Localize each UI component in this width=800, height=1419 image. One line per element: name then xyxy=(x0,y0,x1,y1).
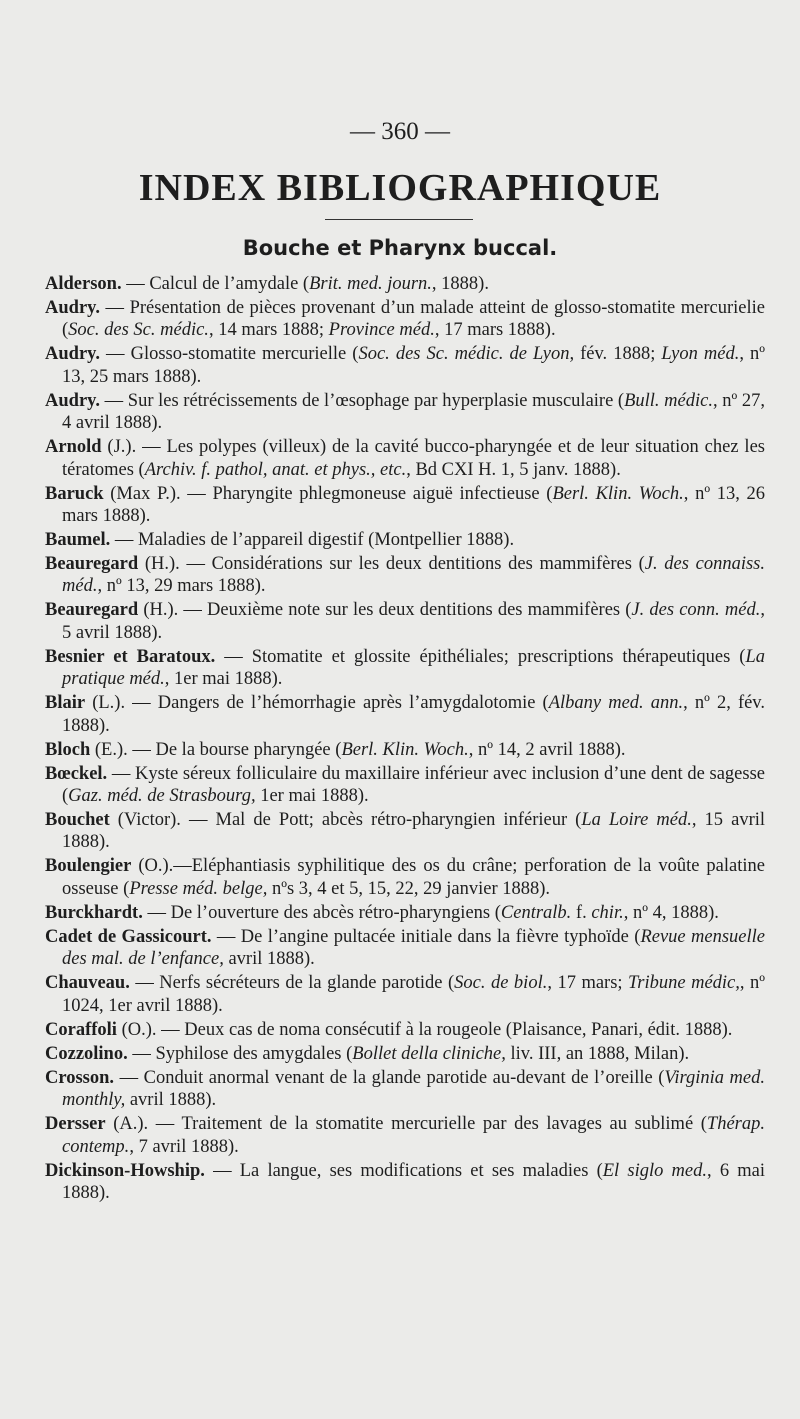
entry-journal-ref: Bollet della cliniche, xyxy=(352,1043,506,1064)
entry-text: — Kyste séreux folliculaire du maxillaire inférieur avec inclusion d’une dent de sagesse ( xyxy=(62,763,765,807)
entry-text: (J.). — Les polypes (villeux) de la cavité bucco-pharyngée et de leur situation chez les tératomes ( xyxy=(62,437,765,480)
bibliography-entry xyxy=(45,343,765,388)
entry-text: , 1888). xyxy=(431,274,489,294)
entry-text: , nº 13, 26 mars 1888). xyxy=(62,483,765,527)
entry-text: , Bd CXI H. 1, 5 janv. 1888). xyxy=(406,459,621,480)
entry-author: Dickinson-Howship. xyxy=(45,1160,205,1181)
bibliography-entry xyxy=(45,926,765,971)
bibliography-entry xyxy=(45,855,765,900)
entry-author: Cozzolino. xyxy=(45,1043,128,1064)
entry-text: , nº 4, 1888). xyxy=(623,902,719,923)
entry-text: — Glosso-stomatite mercurielle ( xyxy=(100,344,359,365)
entry-text: — Syphilose des amygdales ( xyxy=(127,1043,353,1064)
entry-author: Blair xyxy=(45,693,86,714)
bibliography-entry xyxy=(45,1067,765,1112)
entry-author: Beauregard xyxy=(45,600,139,621)
entry-journal-ref: Tribune médic, xyxy=(628,973,740,994)
entry-text: avril 1888). xyxy=(125,1090,217,1111)
entry-text: (H.). — Considérations sur les deux dentitions des mammifères ( xyxy=(138,554,645,575)
entry-text: , nº 1024, 1er avril 1888). xyxy=(62,973,765,1016)
entry-author: Audry. xyxy=(45,298,101,318)
entry-author: Boulengier xyxy=(45,856,132,877)
entry-text: (H.). — Deuxième note sur les deux dentitions des mammifères ( xyxy=(138,600,632,621)
entry-text: (L.). — Dangers de l’hémorrhagie après l’amygdalotomie ( xyxy=(85,693,549,714)
entry-author: Baumel. xyxy=(45,530,111,551)
entry-journal-ref: Berl. Klin. Woch. xyxy=(341,739,469,760)
bibliography-entry xyxy=(45,739,765,761)
entry-text: — Nerfs sécréteurs de la glande parotide ( xyxy=(129,973,455,994)
entry-text: (A.). — Traitement de la stomatite mercurielle par des lavages au sublimé ( xyxy=(105,1114,707,1135)
entry-journal-ref: Centralb. xyxy=(500,902,572,923)
entry-text: avril 1888). xyxy=(223,949,315,970)
entry-text: , 17 mars; xyxy=(547,973,629,994)
entry-text: — La langue, ses modifications et ses maladies ( xyxy=(204,1160,603,1181)
entry-journal-ref: J. des connaiss. méd. xyxy=(62,554,765,597)
bibliography-entry xyxy=(45,553,765,598)
entry-journal-ref: Gaz. méd. de Strasbourg, xyxy=(68,786,256,807)
bibliography-entry xyxy=(45,692,765,737)
entry-journal-ref: Soc. des Sc. médic. de Lyon, xyxy=(358,344,575,365)
entry-text: — De l’ouverture des abcès rétro-pharyngiens ( xyxy=(142,902,501,923)
entry-author: Dersser xyxy=(45,1114,106,1135)
entry-author: Arnold xyxy=(45,437,102,458)
bibliography-entry xyxy=(45,297,765,342)
entry-text: (O.).—Eléphantiasis syphilitique des os du crâne; perforation de la voûte palatine osseuse ( xyxy=(62,856,765,899)
entry-text: — Présentation de pièces provenant d’un malade atteint de glosso-stomatite mercurielie ( xyxy=(62,298,765,341)
entry-text: — Calcul de l’amydale ( xyxy=(121,274,310,294)
entry-text: , 5 avril 1888). xyxy=(62,600,765,643)
section-heading: Bouche et Pharynx buccal. xyxy=(242,236,558,260)
entry-journal-ref: Thérap. contemp. xyxy=(62,1114,765,1157)
entry-journal-ref: Lyon méd. xyxy=(661,344,740,365)
entry-author: Coraffoli xyxy=(45,1019,117,1040)
entry-journal-ref: Archiv. f. pathol, anat. et phys., etc. xyxy=(144,459,407,480)
entry-author: Audry. xyxy=(45,344,101,365)
bibliography-list xyxy=(45,273,765,1206)
bibliography-entry xyxy=(45,902,765,924)
bibliography-entry xyxy=(45,390,765,435)
entry-text: , nº 14, 2 avril 1888). xyxy=(468,739,626,760)
bibliography-entry xyxy=(45,273,765,295)
entry-author: Bloch xyxy=(45,739,91,760)
entry-text: , nº 27, 4 avril 1888). xyxy=(62,390,765,434)
entry-author: Chauveau. xyxy=(45,973,130,994)
entry-text: (Victor). — Mal de Pott; abcès rétro-pharyngien inférieur ( xyxy=(109,810,582,831)
page-title: INDEX BIBLIOGRAPHIQUE xyxy=(138,167,662,209)
entry-text: (O.). — Deux cas de noma consécutif à la rougeole (Plaisance, Panari, édit. 1888). xyxy=(116,1019,733,1040)
entry-text: , nº 13, 29 mars 1888). xyxy=(97,576,266,597)
entry-text: , 15 avril 1888). xyxy=(62,810,766,853)
bibliography-entry xyxy=(45,483,765,528)
entry-text: f. xyxy=(571,902,592,923)
entry-text: , 6 mai 1888). xyxy=(62,1160,765,1203)
entry-text: , 14 mars 1888; xyxy=(208,320,329,341)
entry-author: Bœckel. xyxy=(45,763,108,784)
entry-journal-ref: El siglo med. xyxy=(602,1160,707,1181)
entry-journal-ref: Soc. des Sc. médic. xyxy=(68,320,209,341)
entry-journal-ref: Virginia med. monthly, xyxy=(62,1067,766,1111)
entry-author: Audry. xyxy=(45,390,101,411)
entry-author: Cadet de Gassicourt. xyxy=(45,926,212,947)
entry-text: — Sur les rétrécissements de l’œsophage par hyperplasie musculaire ( xyxy=(100,390,625,411)
bibliography-entry xyxy=(45,1113,765,1158)
entry-text: liv. III, an 1888, Milan). xyxy=(505,1043,690,1064)
bibliography-entry xyxy=(45,646,765,691)
entry-author: Crosson. xyxy=(45,1067,115,1088)
entry-text: — Conduit anormal venant de la glande parotide au-devant de l’oreille ( xyxy=(114,1067,665,1088)
entry-journal-ref: chir. xyxy=(591,902,624,923)
entry-author: Besnier et Baratoux. xyxy=(45,646,216,667)
entry-author: Baruck xyxy=(45,483,104,504)
entry-journal-ref: J. des conn. méd. xyxy=(631,600,761,621)
bibliography-entry xyxy=(45,1019,765,1041)
entry-journal-ref: Revue mensuelle des mal. de l’enfance, xyxy=(62,926,765,970)
bibliography-entry xyxy=(45,1160,765,1205)
entry-text: (E.). — De la bourse pharyngée ( xyxy=(90,739,342,760)
entry-text: fév. 1888; xyxy=(574,344,662,365)
entry-text: 1er mai 1888). xyxy=(255,786,369,807)
entry-text: nºs 3, 4 et 5, 15, 22, 29 janvier 1888). xyxy=(267,878,551,899)
bibliography-entry xyxy=(45,436,765,481)
entry-author: Burckhardt. xyxy=(45,902,143,923)
bibliography-entry xyxy=(45,809,765,854)
entry-author: Alderson. xyxy=(45,274,122,294)
entry-journal-ref: La pratique méd. xyxy=(62,646,765,690)
entry-text: — Stomatite et glossite épithéliales; prescriptions thérapeutiques ( xyxy=(215,646,746,667)
entry-journal-ref: Albany med. ann. xyxy=(548,693,684,714)
entry-text: , 7 avril 1888). xyxy=(129,1136,239,1157)
entry-journal-ref: La Loire méd. xyxy=(581,810,692,831)
entry-text: — Maladies de l’appareil digestif (Montpellier 1888). xyxy=(110,530,515,551)
entry-journal-ref: Presse méd. belge, xyxy=(129,878,268,899)
entry-text: , 1er mai 1888). xyxy=(164,669,283,690)
entry-journal-ref: Berl. Klin. Woch. xyxy=(552,483,684,504)
entry-text: , nº 2, fév. 1888). xyxy=(62,693,765,736)
entry-text: — De l’angine pultacée initiale dans la fièvre typhoïde ( xyxy=(211,926,641,947)
entry-text: (Max P.). — Pharyngite phlegmoneuse aiguë infectieuse ( xyxy=(103,483,553,504)
entry-author: Beauregard xyxy=(45,554,139,575)
entry-journal-ref: Soc. de biol. xyxy=(454,973,548,994)
title-divider xyxy=(325,219,473,220)
entry-text: , nº 13, 25 mars 1888). xyxy=(62,344,765,387)
bibliography-entry xyxy=(45,529,765,551)
entry-journal-ref: Province méd. xyxy=(328,320,435,341)
entry-author: Bouchet xyxy=(45,810,110,831)
entry-journal-ref: Bull. médic. xyxy=(624,390,713,411)
bibliography-entry xyxy=(45,763,765,808)
bibliography-entry xyxy=(45,1043,765,1065)
bibliography-entry xyxy=(45,972,765,1017)
entry-text: , 17 mars 1888). xyxy=(434,320,556,341)
bibliography-entry xyxy=(45,599,765,644)
entry-journal-ref: Brit. med. journ. xyxy=(309,274,432,294)
page-number: — 360 — xyxy=(350,118,450,145)
